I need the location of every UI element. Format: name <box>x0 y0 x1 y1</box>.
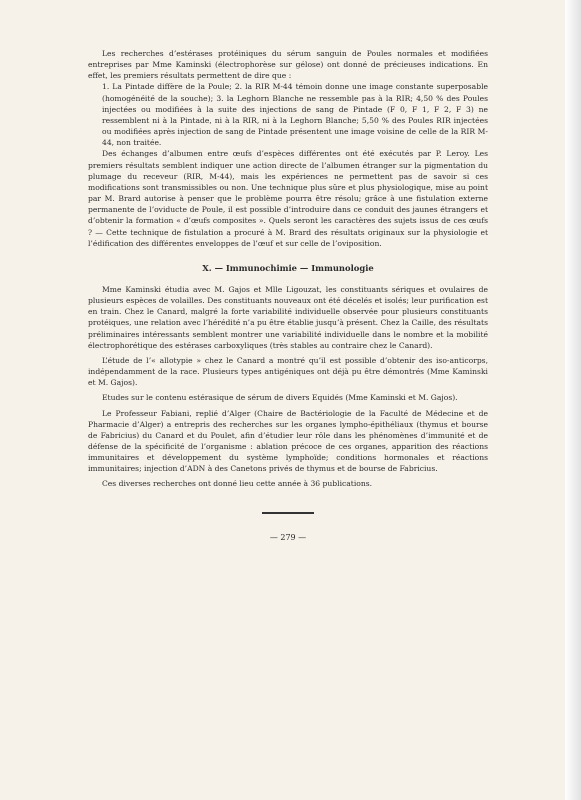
page-content <box>88 48 488 551</box>
paragraph: Etudes sur le contenu estérasique de sérum de divers Equidés (Mme Kaminski et M. Gajos). <box>102 393 458 403</box>
page-edge <box>565 0 581 800</box>
paragraph: Les recherches d’estérases protéiniques du sérum sanguin de Poules normales et modifiées entreprises par Mme Kaminski (électrophorèse sur gélose) ont donné de précieuses indications. En effet, les premiers résultats permettent de dire que : <box>88 49 488 81</box>
page-number: — 279 — <box>269 532 307 542</box>
paragraph: Le Professeur Fabiani, replié d’Alger (Chaire de Bactériologie de la Faculté de Médecine et de Pharmacie d’Alger) a entrepris des recherches sur les organes lympho-épithéliaux (thymus et bourse de Fabricius) du Canard et du Poulet, afin d’étudier leur rôle dans les phénomènes d’immunité et de défense de la spécificité de l’organisme : ablation précoce de ces organes, apparition des réactions immunitaires et développement du système lymphoïde; conditions hormonales et réactions immunitaires; injection d’ADN à des Canetons privés de thymus et de bourse de Fabricius. <box>88 408 488 474</box>
separator-rule <box>262 512 314 514</box>
paragraph: Mme Kaminski étudia avec M. Gajos et Mlle Ligouzat, les constituants sériques et ovulaires de plusieurs espèces de volailles. Des constituants nouveaux ont été décelés et isolés; leur purification est en train. Chez le Canard, malgré la forte variabilité individuelle observée pour plusieurs constituants protéiques, une relation avec l’hérédité n’a pu être établie jusqu’à présent. Chez la Caille, des résultats préliminaires intéressants semblent montrer une variabilité individuelle dans le nombre et la mobilité électrophorétique des estérases carboxyliques (très stables au contraire chez le Canard). <box>88 284 488 350</box>
paragraph: Ces diverses recherches ont donné lieu cette année à 36 publications. <box>102 479 373 489</box>
section-heading: X. — Immunochimie — Immunologie <box>202 262 374 273</box>
paragraph: L’étude de l’« allotypie » chez le Canard a montré qu’il est possible d’obtenir des iso-anticorps, indépendamment de la race. Plusieurs types antigéniques ont déjà pu être démontrés (Mme Kaminski et M. Gajos). <box>88 355 488 388</box>
numbered-results: 1. La Pintade diffère de la Poule; 2. la RIR M-44 témoin donne une image constante superposable (homogénéité de la souche); 3. la Leghorn Blanche ne ressemble pas à la RIR; 4,50 % des Poules injectées ou modifiées à la suite des injections de sang de Pintade (F 0, F 1, F 2, F 3) ne ressemblent ni à la Pintade, ni à la RIR, ni à la Leghorn Blanche; 5,50 % des Poules RIR injectées ou modifiées après injection de sang de Pintade présentent une image voisine de celle de la RIR M-44, non traitée. <box>102 82 488 148</box>
paragraph: Des échanges d’albumen entre œufs d’espèces différentes ont été exécutés par P. Leroy. Les premiers résultats semblent indiquer une action directe de l’albumen étranger sur la pigmentation du plumage du receveur (RIR, M-44), mais les expériences ne permettent pas de savoir si ces modifications sont transmissibles ou non. Une technique plus sûre et plus physiologique, mise au point par M. Brard autorise à penser que le problème pourra être résolu; grâce à une fistulation externe permanente de l’oviducte de Poule, il est possible d’introduire dans ce conduit des jaunes étrangers et d’obtenir la formation « d’œufs composites ». Quels seront les caractères des sujets issus de ces œufs ? — Cette technique de fistulation a procuré à M. Brard des résultats originaux sur la physiologie et l’édification des différentes enveloppes de l’œuf et sur celle de l’oviposition. <box>88 149 488 248</box>
